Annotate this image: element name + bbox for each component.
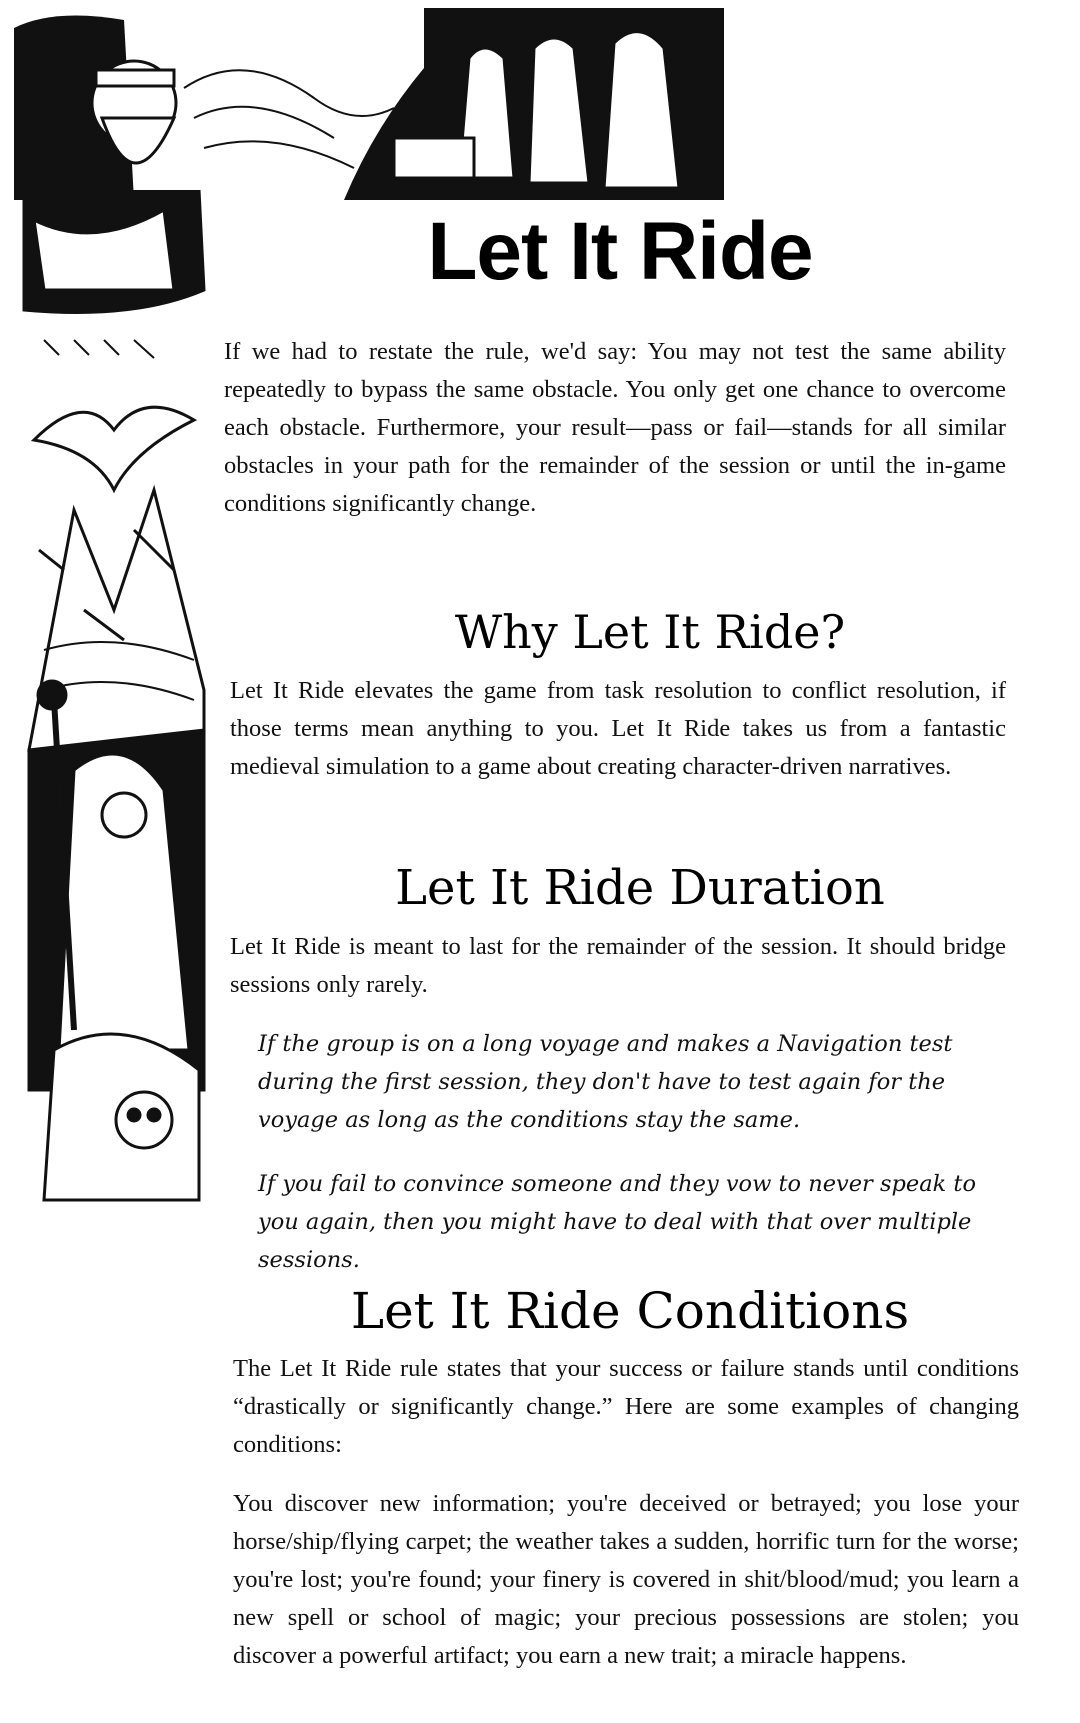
section-heading-why: Why Let It Ride? [454, 605, 846, 659]
top-illustration [14, 8, 724, 200]
duration-paragraph: Let It Ride is meant to last for the remainder of the session. It should bridge sessions only rarely. [230, 933, 1006, 998]
section-heading-conditions: Let It Ride Conditions [350, 1282, 910, 1340]
page-title: Let It Ride [427, 206, 813, 297]
conditions-examples-paragraph: You discover new information; you're deceived or betrayed; you lose your horse/ship/flying carpet; the weather takes a sudden, horrific turn for the worse; you're lost; you're found; your finery is covered in shit/blood/mud; you learn a new spell or school of magic; your precious possessions are stolen; you discover a powerful artifact; you earn a new trait; a miracle happens. [233, 1490, 1019, 1669]
wizard-face [102, 793, 146, 837]
eagle-silhouette [34, 407, 194, 490]
example-convince: If you fail to convince someone and they vow to never speak to you again, then you might have to deal with that over multiple sessions. [258, 1171, 977, 1273]
why-paragraph: Let It Ride elevates the game from task resolution to conflict resolution, if those terms mean anything to you. Let It Ride takes us from a fantastic medieval simulation to a game about creating character-driven narratives. [230, 677, 1006, 780]
skull [116, 1092, 172, 1148]
side-illustration [14, 190, 214, 1240]
treasure-chest [394, 138, 474, 178]
example-voyage: If the group is on a long voyage and makes a Navigation test during the first session, they don't have to test again for the voyage as long as the conditions stay the same. [258, 1031, 953, 1133]
conditions-paragraph: The Let It Ride rule states that your success or failure stands until conditions “drastically or significantly change.” Here are some examples of changing conditions: [233, 1355, 1019, 1458]
dwarf-helm-band [96, 70, 174, 86]
section-heading-duration: Let It Ride Duration [395, 860, 885, 916]
intro-paragraph: If we had to restate the rule, we'd say: You may not test the same ability repeatedly to bypass the same obstacle. You only get one chance to overcome each obstacle. Furthermore, your result—pass or fail—stands for all similar obstacles in your path for the remainder of the session or until the in-game conditions significantly change. [224, 338, 1006, 517]
